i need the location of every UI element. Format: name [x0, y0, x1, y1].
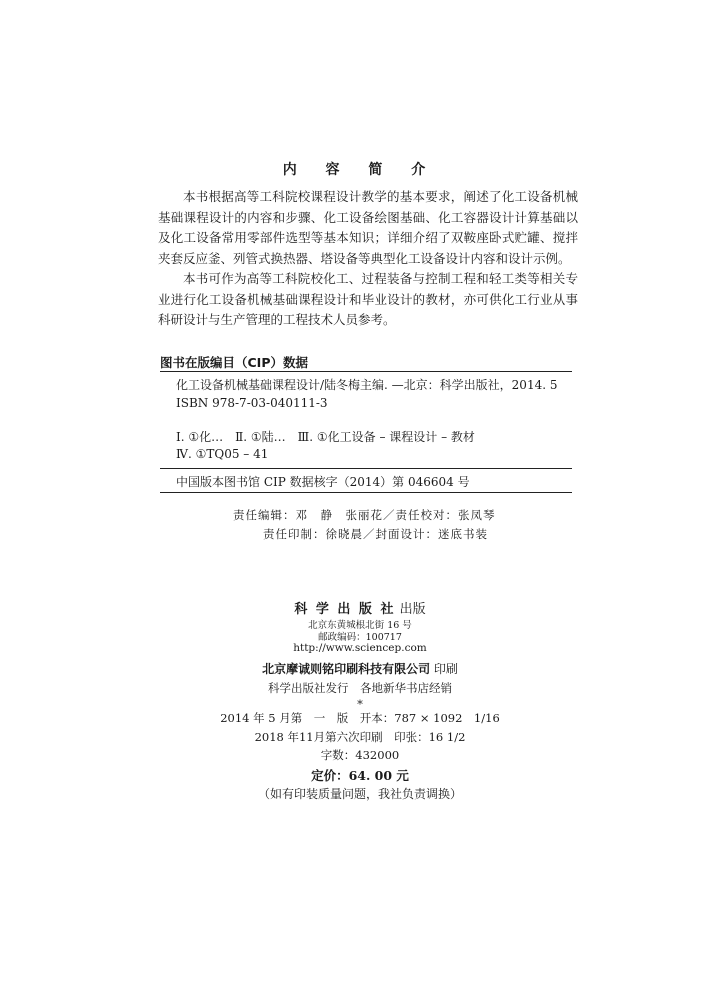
edition-line: 2014 年 5 月第 一 版 开本：787 × 1092 1/16: [220, 711, 500, 725]
word-count: 字数：432000: [320, 748, 400, 762]
cip-middle-rule: [160, 468, 572, 469]
publisher-address: 北京东黄城根北街 16 号: [308, 620, 412, 631]
publisher-line: [0, 598, 720, 617]
summary-paragraph-1: 本书根据高等工科院校课程设计教学的基本要求，阐述了化工设备机械基础课程设计的内容和步骤、化工设备绘图基础、化工容器设计计算基础以及化工设备常用零部件选型等基本知识；详细介绍了双鞍座卧式贮罐、搅拌夹套反应釜、列管式换热器、塔设备等典型化工设备设计内容和设计示例。: [158, 189, 578, 266]
editor-credits: 责任编辑：邓 静 张丽花／责任校对：张凤琴: [233, 508, 496, 522]
publisher-postcode: 邮政编码：100717: [318, 632, 402, 643]
printer-name: 北京摩诚则铭印刷科技有限公司: [262, 662, 431, 676]
cip-top-rule: [160, 371, 572, 372]
publisher-website: http://www.sciencep.com: [293, 642, 427, 654]
printer-line: [0, 660, 720, 677]
printer-role: 印刷: [433, 662, 458, 676]
cip-bottom-rule: [160, 492, 572, 493]
summary-title: 内 容 简 介: [282, 162, 438, 178]
printing-line: 2018 年11月第六次印刷 印张：16 1/2: [254, 730, 466, 744]
publisher-name: 科 学 出 版 社: [294, 602, 396, 617]
summary-paragraph-2: 本书可作为高等工科院校化工、过程装备与控制工程和轻工类等相关专业进行化工设备机械基础课程设计和毕业设计的教材，亦可供化工行业从事科研设计与生产管理的工程技术人员参考。: [158, 271, 578, 327]
cip-classification: Ⅳ. ①TQ05 – 41: [176, 447, 269, 461]
cip-heading: 图书在版编目（CIP）数据: [160, 355, 308, 370]
distribution-line: 科学出版社发行 各地新华书店经销: [268, 681, 452, 695]
production-credits: 责任印制：徐晓晨／封面设计：迷底书装: [263, 527, 488, 541]
cip-isbn: ISBN 978-7-03-040111-3: [176, 396, 328, 410]
cip-subject-line: Ⅰ. ①化… Ⅱ. ①陆… Ⅲ. ①化工设备 – 课程设计 – 教材: [176, 430, 475, 444]
separator-star: *: [357, 697, 363, 711]
publisher-role: 出版: [399, 602, 426, 617]
price: 定价：64. 00 元: [311, 768, 409, 783]
quality-notice: （如有印装质量问题，我社负责调换）: [257, 787, 462, 801]
cip-catalog-line: 化工设备机械基础课程设计/陆冬梅主编. —北京：科学出版社，2014. 5: [176, 378, 558, 392]
cip-record-number: 中国版本图书馆 CIP 数据核字（2014）第 046604 号: [176, 475, 470, 489]
